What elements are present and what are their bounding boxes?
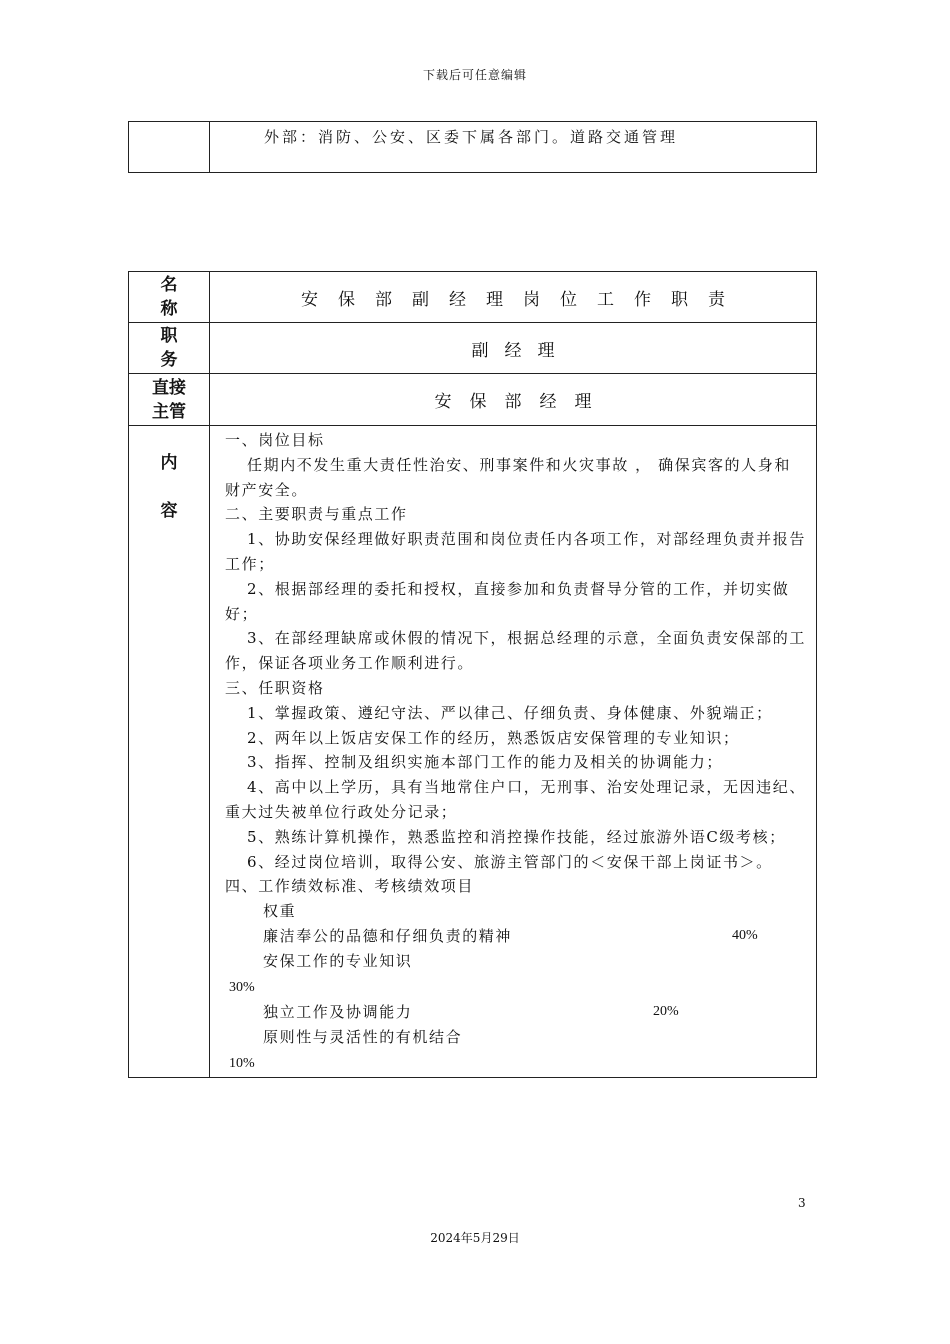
weight-row (225, 1000, 806, 1025)
weight-percent: 20% (653, 1004, 679, 1020)
duty-item: 3、在部经理缺席或休假的情况下，根据总经理的示意，全面负责安保部的工作，保证各项业务工作顺利进行。 (225, 629, 806, 673)
position-label: 职务 (129, 323, 210, 374)
weight-percent: 10% (229, 1055, 255, 1071)
external-relations-text: 外部：消防、公安、区委下属各部门。道路交通管理 (264, 128, 679, 146)
weight-item: 独立工作及协调能力 (263, 1003, 413, 1022)
qualification-item: 1、掌握政策、遵纪守法、严以律己、仔细负责、身体健康、外貌端正； (247, 703, 773, 722)
qualification-item: 5、熟练计算机操作，熟悉监控和消控操作技能，经过旅游外语C级考核； (247, 827, 786, 846)
weight-row (225, 924, 806, 949)
job-description-table (128, 271, 817, 1078)
position-value-cell (210, 323, 817, 374)
footer-date: 2024年5月29日 (430, 1231, 520, 1245)
section-1-title: 一、岗位目标 (225, 431, 325, 449)
external-relations-cell (210, 122, 817, 173)
page-number: 3 (798, 1196, 806, 1210)
content-label (129, 426, 210, 1078)
section-1-text: 任期内不发生重大责任性治安、刑事案件和火灾事故 ， 确保宾客的人身和财产安全。 (225, 455, 791, 499)
supervisor-label: 直接主管 (129, 374, 210, 426)
section-2-title: 二、主要职责与重点工作 (225, 505, 408, 524)
weight-row (225, 974, 806, 1001)
name-value-cell (210, 272, 817, 323)
qualification-item: 3、指挥、控制及组织实施本部门工作的能力及相关的协调能力； (247, 753, 723, 772)
section-4-title: 四、工作绩效标准、考核绩效项目 (225, 877, 475, 896)
supervisor-value-cell (210, 374, 817, 426)
weight-percent: 30% (229, 979, 255, 995)
empty-label-cell (129, 122, 210, 173)
job-title: 安保部副经理岗位工作职责 (301, 289, 745, 310)
qualification-item: 4、高中以上学历，具有当地常住户口，无刑事、治安处理记录，无因违纪、重大过失被单位行政处分记录； (225, 778, 806, 821)
content-label-2: 容 (160, 501, 178, 521)
supervisor-value: 安保部经理 (434, 392, 610, 412)
page-header: 下载后可任意编辑 (422, 68, 527, 82)
position-value: 副经理 (471, 340, 571, 361)
name-label: 名称 (129, 272, 210, 323)
duty-item: 1、协助安保经理做好职责范围和岗位责任内各项工作，对部经理负责并报告工作； (225, 530, 806, 573)
qualification-item: 6、经过岗位培训，取得公安、旅游主管部门的＜安保干部上岗证书＞。 (247, 852, 773, 871)
weight-header: 权重 (263, 902, 297, 921)
weight-percent: 40% (732, 927, 758, 943)
continuation-table (128, 121, 817, 173)
content-label-1: 内 (160, 453, 178, 473)
weight-row (225, 1050, 806, 1077)
section-3-title: 三、任职资格 (225, 678, 325, 697)
weight-item: 原则性与灵活性的有机结合 (263, 1028, 463, 1047)
qualification-item: 2、两年以上饭店安保工作的经历，熟悉饭店安保管理的专业知识； (247, 728, 740, 747)
weight-item: 安保工作的专业知识 (263, 951, 413, 970)
duty-item: 2、根据部经理的委托和授权，直接参加和负责督导分管的工作，并切实做好； (225, 579, 790, 623)
weight-item: 廉洁奉公的品德和仔细负责的精神 (263, 926, 513, 945)
content-body (210, 426, 817, 1078)
